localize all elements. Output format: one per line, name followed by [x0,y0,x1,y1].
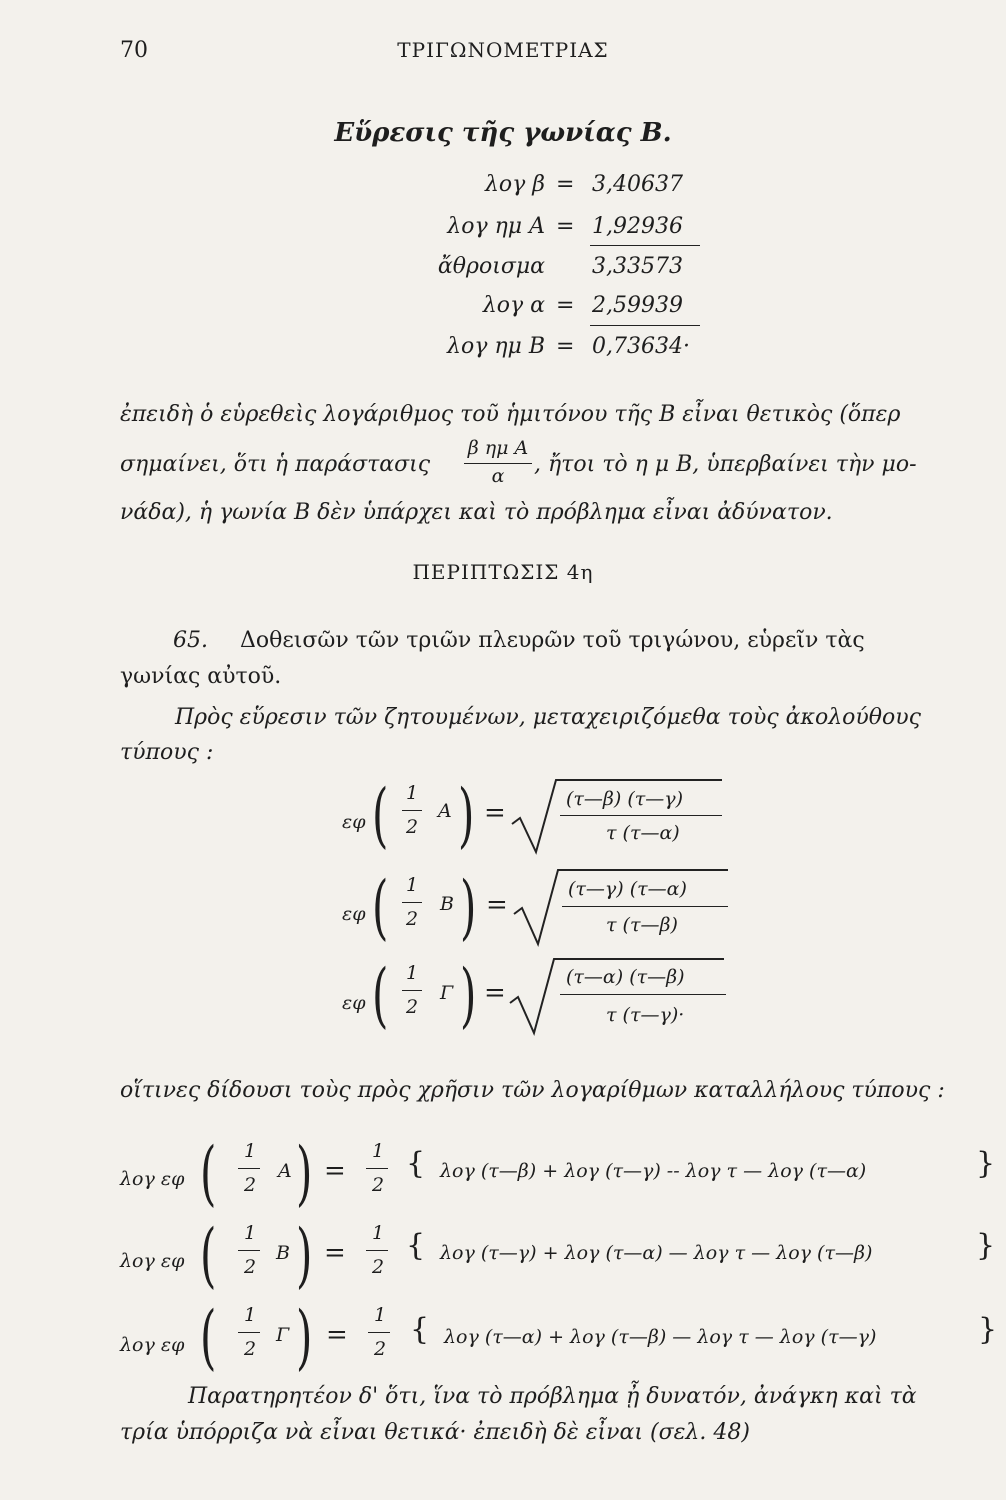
paragraph-line: νάδα), ἡ γωνία Β δὲν ὑπάρχει καὶ τὸ πρόβλημα εἶναι ἀδύνατον. [120,500,833,525]
page-number: 70 [120,38,148,63]
radicand-numerator: (τ—γ) (τ—α) [568,878,687,900]
calc-row [0,172,1006,202]
function-name: εφ [342,811,366,833]
function-name: λογ εφ [120,1250,185,1272]
half-denominator: 2 [374,1338,387,1360]
function-name: λογ εφ [120,1334,185,1356]
fraction-bar [238,1250,260,1251]
problem-line: γωνίας αὐτοῦ. [120,664,282,689]
left-paren: ( [200,1296,217,1378]
closing-line: τρία ὑπόρριζα νὰ εἶναι θετικά· ἐπειδὴ δὲ εἶναι (σελ. 48) [120,1420,750,1445]
calc-value: 3,33573 [592,254,683,279]
half-denominator: 2 [406,908,419,930]
fraction-bar [402,902,422,903]
fraction-numerator: β ημ Α [467,437,529,459]
half-numerator: 1 [406,874,419,896]
radicand-denominator: τ (τ—γ)· [606,1004,685,1026]
calc-equals: = [556,334,575,359]
sum-rule [590,245,700,246]
calc-value: 2,59939 [592,293,683,318]
fraction-bar [366,1168,388,1169]
calc-equals: = [556,214,575,239]
half-numerator: 1 [406,782,419,804]
left-brace: { [406,1228,426,1263]
calc-row [0,293,1006,323]
angle-name: Β [440,893,454,915]
calc-equals: = [556,172,575,197]
fraction-denominator: α [491,465,505,487]
section-heading: Εὕρεσις τῆς γωνίας Β. [334,118,672,148]
fraction-bar [368,1332,390,1333]
fraction-bar [402,810,422,811]
calc-label: λογ α [482,293,545,318]
function-name: εφ [342,903,366,925]
right-paren: ) [460,866,477,948]
calc-value: 0,73634· [592,334,690,359]
left-paren: ( [372,774,389,856]
calc-row [0,214,1006,244]
problem-number-text: 65. [173,628,208,653]
problem-number [173,628,208,653]
fraction-bar [238,1332,260,1333]
log-expression: λογ (τ—β) + λογ (τ—γ) -- λογ τ — λογ (τ—α) [440,1160,867,1182]
right-paren: ) [296,1214,313,1296]
calc-label: ἄθροισμα [437,254,545,279]
right-paren: ) [460,954,477,1036]
paragraph-line: ἐπειδὴ ὁ εὑρεθεὶς λογάριθμος τοῦ ἡμιτόνου τῆς Β εἶναι θετικὸς (ὅπερ [120,402,901,427]
angle-name: Β [276,1242,290,1264]
calc-equals: = [556,293,575,318]
half-denominator: 2 [244,1174,257,1196]
log-expression: λογ (τ—γ) + λογ (τ—α) — λογ τ — λογ (τ—β) [440,1242,873,1264]
half-denominator: 2 [372,1174,385,1196]
right-paren: ) [296,1132,313,1214]
paragraph-line: , ἤτοι τὸ η μ Β, ὑπερβαίνει τὴν μο- [534,452,917,477]
calc-value: 1,92936 [592,214,683,239]
right-paren: ) [296,1296,313,1378]
fraction-bar [238,1168,260,1169]
calc-value: 3,40637 [592,172,683,197]
left-brace: { [406,1146,426,1181]
fraction-bar [366,1250,388,1251]
problem-line: Δοθεισῶν τῶν τριῶν πλευρῶν τοῦ τριγώνου, εὑρεῖν τὰς [240,628,865,653]
angle-name: Α [438,800,452,822]
fraction-bar [562,906,728,907]
function-name: λογ εφ [120,1168,185,1190]
equals-sign: = [324,1156,346,1186]
radicand-numerator: (τ—α) (τ—β) [566,966,685,988]
angle-name: Γ [276,1324,290,1346]
right-brace: } [976,1146,996,1181]
half-denominator: 2 [244,1338,257,1360]
half-numerator: 1 [372,1140,385,1162]
intro-line: τύπους : [120,740,214,765]
calc-label: λογ ημ Β [447,334,545,359]
angle-name: Γ [440,982,454,1004]
half-denominator: 2 [372,1256,385,1278]
running-title: ΤΡΙΓΩΝΟΜΕΤΡΙΑΣ [397,38,609,62]
log-expression: λογ (τ—α) + λογ (τ—β) — λογ τ — λογ (τ—γ) [444,1326,877,1348]
left-brace: { [410,1312,430,1347]
calc-row [0,334,1006,364]
intro-line: Πρὸς εὕρεσιν τῶν ζητουμένων, μεταχειριζόμεθα τοὺς ἀκολούθους [175,705,921,730]
half-numerator: 1 [374,1304,387,1326]
calc-label: λογ ημ Α [447,214,545,239]
left-paren: ( [200,1132,217,1214]
left-paren: ( [372,954,389,1036]
difference-rule [590,325,700,326]
equals-sign: = [486,890,508,920]
half-denominator: 2 [406,816,419,838]
left-paren: ( [372,866,389,948]
half-numerator: 1 [244,1222,257,1244]
right-brace: } [976,1228,996,1263]
half-denominator: 2 [244,1256,257,1278]
equals-sign: = [484,978,506,1008]
right-paren: ) [458,774,475,856]
fraction-bar [464,463,532,464]
paragraph-line: σημαίνει, ὅτι ἡ παράστασις [120,452,431,477]
radicand-numerator: (τ—β) (τ—γ) [566,788,684,810]
angle-name: Α [278,1160,292,1182]
half-numerator: 1 [244,1304,257,1326]
half-denominator: 2 [406,996,419,1018]
half-numerator: 1 [372,1222,385,1244]
right-brace: } [978,1312,998,1347]
case-heading: ΠΕΡΙΠΤΩΣΙΣ 4η [412,560,594,584]
calc-row [0,254,1006,284]
fraction-bar [560,815,722,816]
fraction-bar [560,994,726,995]
radicand-denominator: τ (τ—β) [606,914,678,936]
half-numerator: 1 [244,1140,257,1162]
calc-label: λογ β [484,172,545,197]
radicand-denominator: τ (τ—α) [606,822,680,844]
equals-sign: = [484,798,506,828]
function-name: εφ [342,992,366,1014]
equals-sign: = [324,1238,346,1268]
equals-sign: = [326,1320,348,1350]
fraction-bar [402,990,422,991]
half-numerator: 1 [406,962,419,984]
left-paren: ( [200,1214,217,1296]
intro-line: οἵτινες δίδουσι τοὺς πρὸς χρῆσιν τῶν λογαρίθμων καταλλήλους τύπους : [120,1078,945,1103]
closing-line: Παρατηρητέον δ' ὅτι, ἵνα τὸ πρόβλημα ᾖ δυνατόν, ἀνάγκη καὶ τὰ [188,1384,917,1409]
